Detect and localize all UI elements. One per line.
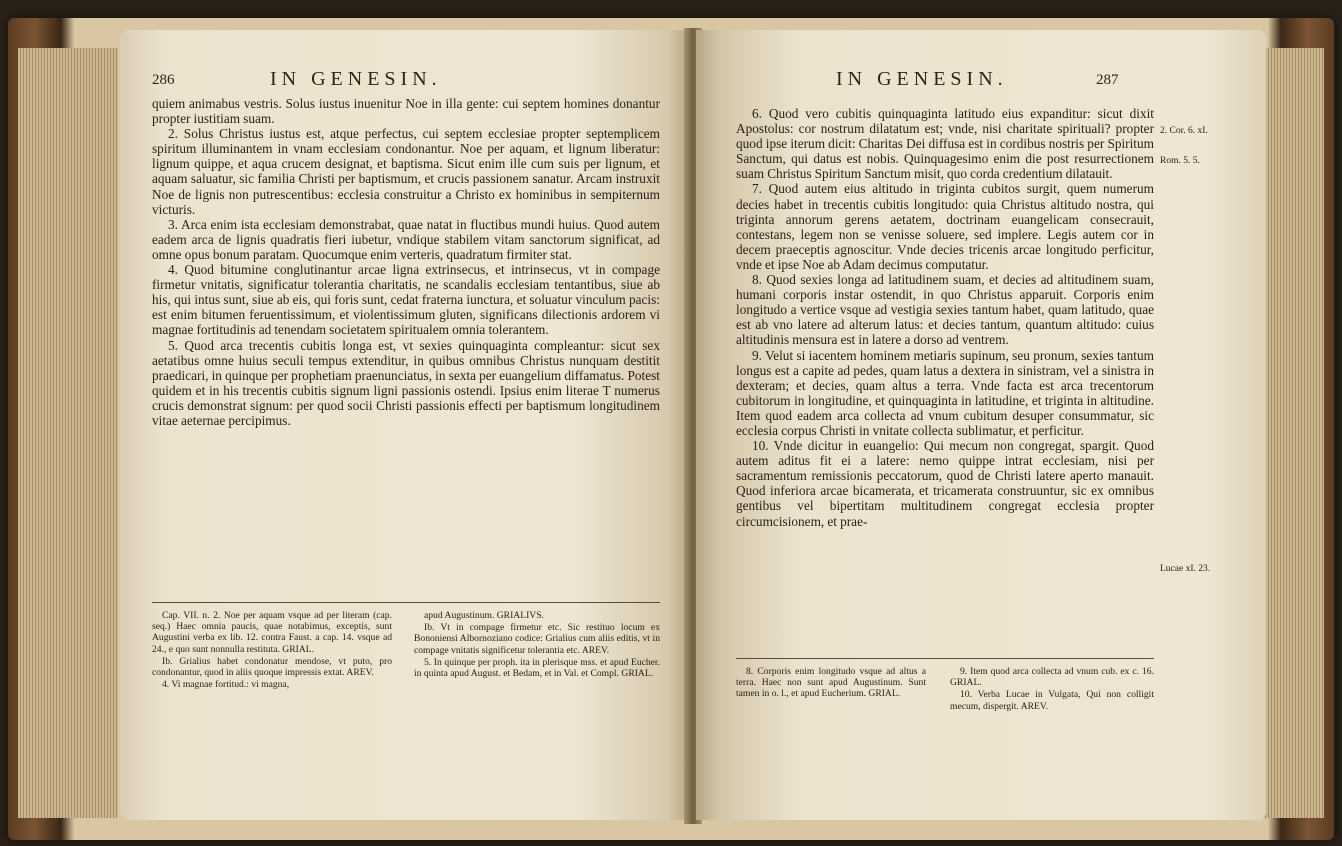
paragraph: 10. Vnde dicitur in euangelio: Qui mecum non congregat, spargit. Quod autem aditus fit ei a latere: nemo quippe intrat ecclesiam, nisi per sacramentum remissionis peccatorum, quod de Christi latere aperto manauit. Quod inferiora arcae bicamerata, et tricamerata construuntur, sic ex omnibus gentibus vel bipertitam multitudinem congregat ecclesia propter circumcisionem, et prae- bbox=[736, 438, 1154, 529]
left-page bbox=[120, 30, 690, 820]
left-page-edges bbox=[18, 48, 118, 818]
right-page bbox=[696, 30, 1266, 820]
margin-reference: Lucae xI. 23. bbox=[1160, 564, 1211, 574]
page-number-left: 286 bbox=[152, 72, 175, 88]
margin-reference: Rom. 5. 5. bbox=[1160, 156, 1200, 166]
paragraph: 4. Quod bitumine conglutinantur arcae ligna extrinsecus, et intrinsecus, vt in compage firmetur vnitatis, significatur tolerantia charitatis, ne scandalis ecclesiam tentantibus, siue ab his, qui intus sunt, siue ab eis, qui foris sunt, cedat fraterna iunctura, et soluatur vinculum pacis: est enim bitumen feruentissimum, et violentissimum gluten, significans dilectionis ardorem vi magnae fortitudinis ad tenendam societatem spiritualem omnia tolerantem. bbox=[152, 262, 660, 338]
right-footnotes bbox=[736, 666, 1154, 786]
left-footnotes bbox=[152, 610, 660, 810]
margin-reference: 2. Cor. 6. xI. bbox=[1160, 126, 1208, 136]
footnote: 4. Vi magnae fortitud.: vi magna, bbox=[162, 679, 290, 691]
running-head-left: IN GENESIN. bbox=[270, 68, 442, 90]
right-body-text bbox=[736, 106, 1154, 529]
paragraph: 3. Arca enim ista ecclesiam demonstrabat, quae natat in fluctibus mundi huius. Quod autem eadem arca de lignis quadratis fieri iubetur, vndique stabilem vitam sanctorum significat, ad omne opus bonum paratam. Quocumque enim verteris, quadratum firmiter stat. bbox=[152, 216, 660, 262]
paragraph: 8. Quod sexies longa ad latitudinem suam, et decies ad altitudinem suam, humani corporis instar ostendit, in quo Christus apparuit. Corporis enim longitudo a vertice vsque ad vestigia sexies tantum habet, quam latitudo, quae est ab vno latere ad alterum latus: et decies tantum, quantum altitudo: cuius altitudinis mensura est in latere a dorso ad ventrem. bbox=[736, 272, 1154, 348]
left-body-text bbox=[152, 96, 660, 428]
footnote-rule bbox=[152, 602, 660, 603]
footnote: 10. Verba Lucae in Vulgata, Qui non colligit mecum, dispergit. AREV. bbox=[950, 689, 1154, 712]
open-book bbox=[8, 18, 1334, 840]
paragraph: 6. Quod vero cubitis quinquaginta latitudo eius expanditur: sicut dixit Apostolus: cor nostrum dilatatum est; vnde, nisi charitate spirituali? propter quod ipse iterum dicit: Charitas Dei diffusa est in cordibus nostris per Spiritum Sanctum, qui datus est nobis. Quinquagesimo enim die post resurrectionem suam Christus Spiritum Sanctum misit, quo corda credentium dilatauit. bbox=[736, 106, 1154, 182]
footnote: Ib. Vt in compage firmetur etc. Sic restituo locum ex Bononiensi Albornoziano codice: Grialius cum aliis editis, vt in compage vnitatis significetur tolerantia etc. AREV. bbox=[414, 622, 660, 656]
paragraph: 5. Quod arca trecentis cubitis longa est, vt sexies quinquaginta compleantur: sicut sex aetatibus omne huius seculi tempus extenditur, in quibus omnibus Christus nunquam destitit praedicari, in quinque per prophetiam praenunciatus, in sexta per euangelium diffamatus. Potest quidem et in his trecentis cubitis signum ligni passionis ostendi. Ipsius enim literae T numerus crucis demonstrat signum: per quod socii Christi passionis effecti per baptismum longitudinem vitae aeternae percipimus. bbox=[152, 337, 660, 428]
paragraph: quiem animabus vestris. Solus iustus inuenitur Noe in illa gente: cui septem homines donantur propter iustitiam suam. bbox=[152, 96, 660, 127]
running-head-right: IN GENESIN. bbox=[836, 68, 1008, 90]
paragraph: 2. Solus Christus iustus est, atque perfectus, cui septem ecclesiae propter septemplicem spiritum illuminantem in vnam ecclesiam condonantur. Noe per aquam, et lignum liberatur: lignum quippe, et aqua crucem designat, et baptisma. Sicut enim ille cum suis per lignum, et aquam saluatur, sic familia Christi per baptismum, et crucis passionem sanatur. Arcam instruxit Noe de lignis non putrescentibus: ecclesia construitur a Christo ex hominibus in sempiternum victuris. bbox=[152, 126, 660, 217]
paragraph: 7. Quod autem eius altitudo in triginta cubitos surgit, quem numerum decies habet in trecentis cubitis longitudo: quia Christus altitudo nostra, qui triginta annorum gerens aetatem, doctrinam euangelicam consecrauit, contestans, legem non se venisse soluere, sed implere. Legis autem cor in decem praeceptis agnoscitur. Vnde decies tricenis arcae longitudo perficitur, vnde et ipse Noe ab Adam decimus computatur. bbox=[736, 181, 1154, 272]
footnote-rule bbox=[736, 658, 1154, 659]
footnote: apud Augustinum. GRIALIVS. bbox=[424, 610, 544, 621]
footnote: 9. Item quod arca collecta ad vnum cub. ex c. 16. GRIAL. bbox=[950, 666, 1154, 689]
footnote: Cap. VII. n. 2. Noe per aquam vsque ad per literam (cap. seq.) Haec omnia paucis, quae notabimus, exceptis, sunt Augustini verba ex lib. 12. contra Faust. a cap. 14. vsque ad 24., e quo sunt nonnulla restituta. GRIAL. bbox=[152, 610, 392, 655]
footnote: Ib. Grialius habet condonatur mendose, vt puto, pro condonantur, quod in aliis quoque impressis extat. AREV. bbox=[152, 655, 392, 679]
paragraph: 9. Velut si iacentem hominem metiaris supinum, seu pronum, sexies tantum longus est a capite ad pedes, quam latus a dextera in sinistram, vel a sinistra in dexteram; et decies, quam altus a terra. Vnde facta est arca trecentorum cubitorum in longitudine, et quinquaginta in latitudine, et triginta in altitudine. Item quod eadem arca collecta ad vnum cubitum desuper consummatur, sic ecclesia corpus Christi in vnitate collecta sublimatur, et perficitur. bbox=[736, 347, 1154, 438]
footnote: 5. In quinque per proph. ita in plerisque mss. et apud Eucher. in quinta apud August. et Bedam, et in Val. et Compl. GRIAL. bbox=[414, 656, 660, 680]
page-number-right: 287 bbox=[1096, 72, 1119, 88]
footnote: 8. Corporis enim longitudo vsque ad altus a terra. Haec non sunt apud Augustinum. Sunt tamen in o. l., et apud Eucherium. GRIAL. bbox=[736, 666, 926, 700]
